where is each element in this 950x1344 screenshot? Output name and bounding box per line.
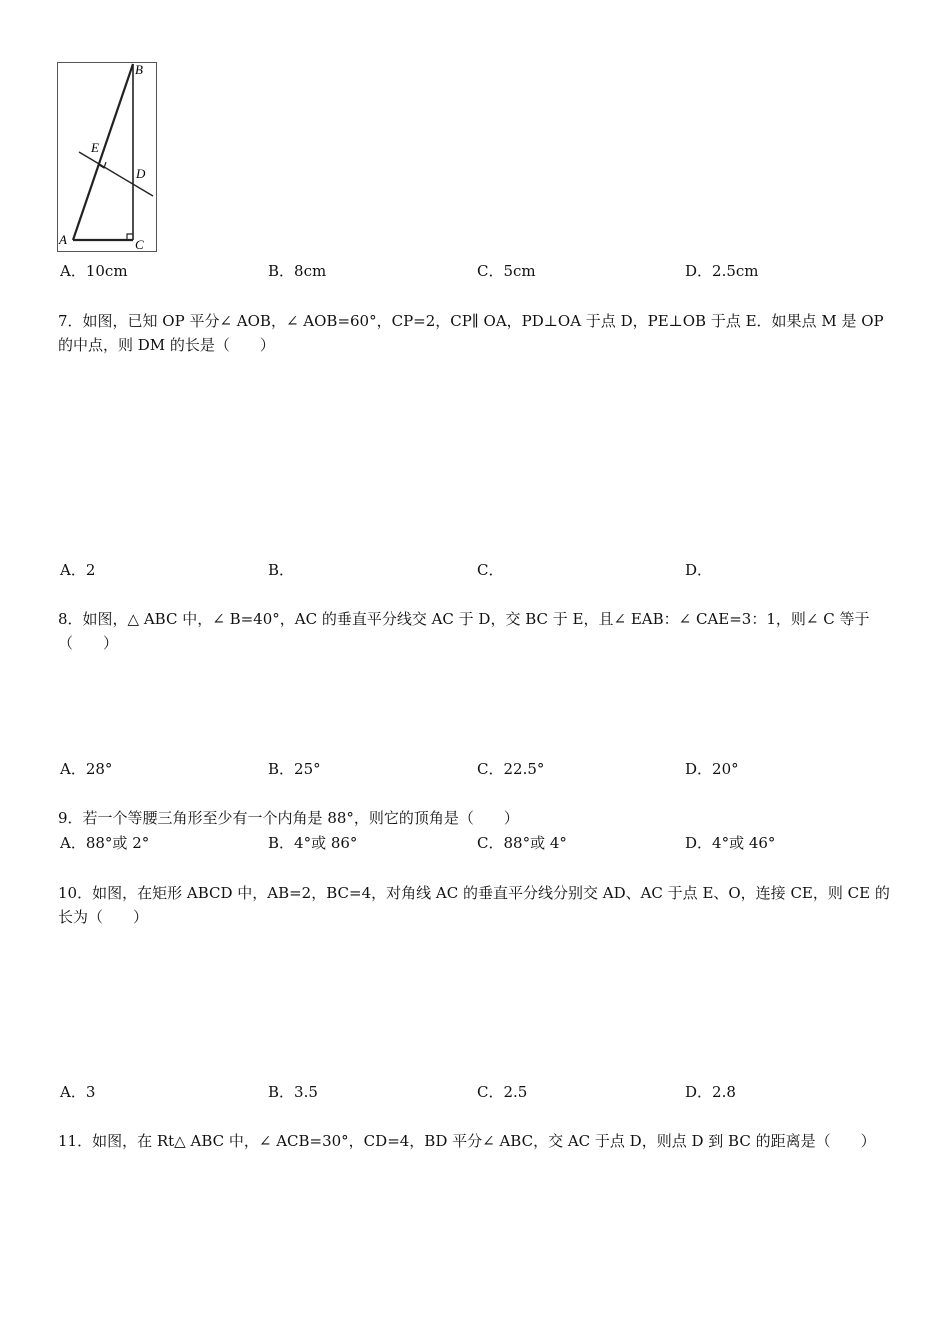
q6-option-d: D．2.5cm xyxy=(685,262,759,280)
q6-option-c: C．5cm xyxy=(477,262,536,280)
label-b: B xyxy=(135,62,143,77)
label-d: D xyxy=(136,166,146,181)
segment-ab xyxy=(73,64,133,240)
q6-option-a: A．10cm xyxy=(60,262,128,280)
q10-option-b: B．3.5 xyxy=(268,1083,318,1101)
q8-option-c: C．22.5° xyxy=(477,760,545,778)
q11-stem: 11．如图，在 Rt△ ABC 中，∠ ACB=30°，CD=4，BD 平分∠ ABC，交 AC 于点 D，则点 D 到 BC 的距离是（ ） xyxy=(58,1132,876,1150)
q8-option-b: B．25° xyxy=(268,760,321,778)
q9-option-c: C．88°或 4° xyxy=(477,834,567,852)
q8-stem: 8．如图，△ ABC 中，∠ B=40°，AC 的垂直平分线交 AC 于 D，交 BC 于 E，且∠ EAB：∠ CAE=3：1，则∠ C 等于（ ） xyxy=(58,610,870,652)
triangle-figure xyxy=(57,62,157,252)
label-e: E xyxy=(91,140,99,155)
q7-stem: 7．如图，已知 OP 平分∠ AOB，∠ AOB=60°，CP=2，CP∥ OA，PD⊥OA 于点 D，PE⊥OB 于点 E．如果点 M 是 OP 的中点，则 DM 的长是（ ） xyxy=(58,312,884,354)
q9-option-a: A．88°或 2° xyxy=(60,834,150,852)
q6-option-b: B．8cm xyxy=(268,262,327,280)
q9-option-d: D．4°或 46° xyxy=(685,834,776,852)
q7-option-d: D． xyxy=(685,561,713,579)
q8-option-a: A．28° xyxy=(60,760,113,778)
q10-option-d: D．2.8 xyxy=(685,1083,736,1101)
label-a: A xyxy=(59,232,67,247)
q7-option-c: C． xyxy=(477,561,504,579)
label-c: C xyxy=(135,237,144,252)
q8-option-d: D．20° xyxy=(685,760,739,778)
q10-option-a: A．3 xyxy=(60,1083,96,1101)
q10-option-c: C．2.5 xyxy=(477,1083,528,1101)
q7-option-a: A．2 xyxy=(60,561,96,579)
q7-option-b: B． xyxy=(268,561,295,579)
q9-option-b: B．4°或 86° xyxy=(268,834,358,852)
q10-stem: 10．如图，在矩形 ABCD 中，AB=2，BC=4，对角线 AC 的垂直平分线分别交 AD、AC 于点 E、O，连接 CE，则 CE 的长为（ ） xyxy=(58,884,890,926)
q9-stem: 9．若一个等腰三角形至少有一个内角是 88°，则它的顶角是（ ） xyxy=(58,809,519,827)
figure-border xyxy=(58,63,157,252)
